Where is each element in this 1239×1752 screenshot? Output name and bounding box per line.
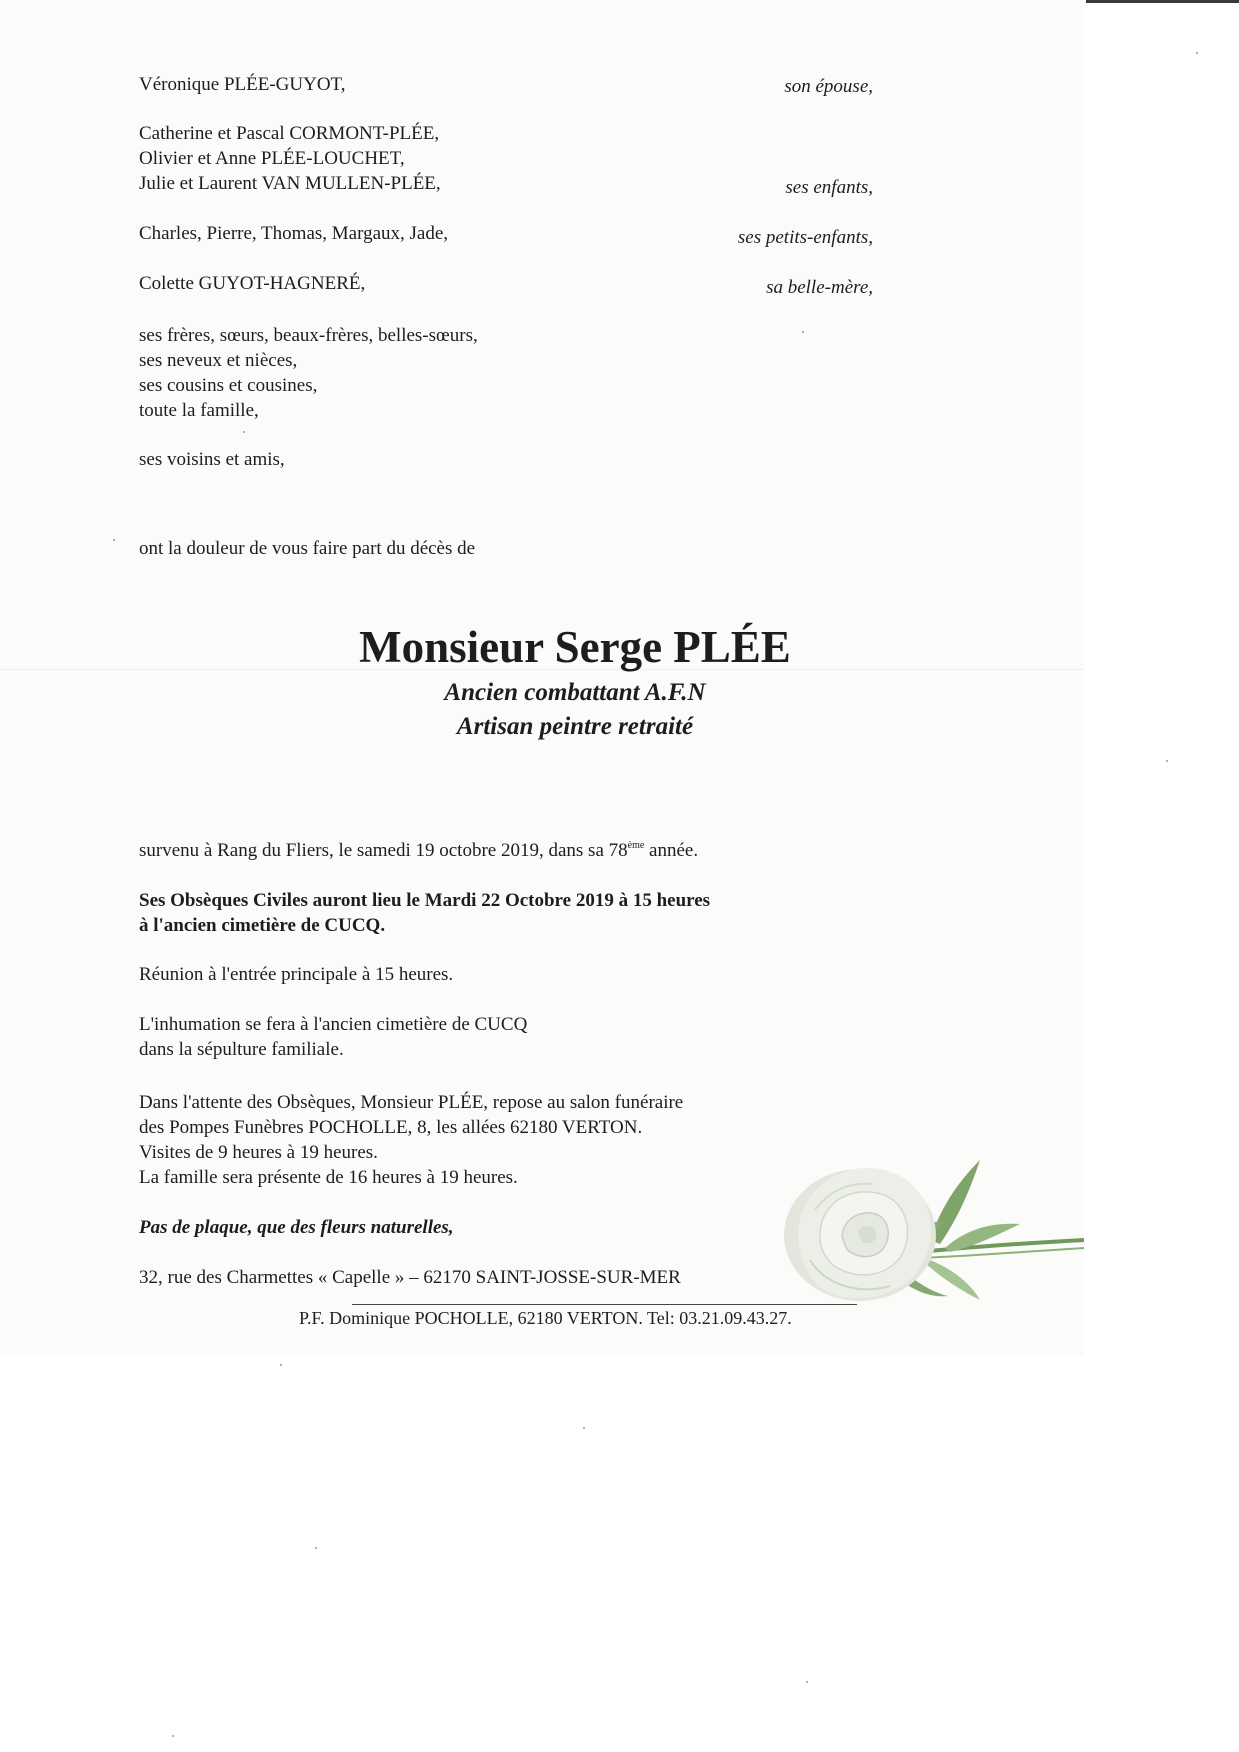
- viewing-line: Visites de 9 heures à 19 heures.: [139, 1142, 378, 1163]
- viewing-line: des Pompes Funèbres POCHOLLE, 8, les allées 62180 VERTON.: [139, 1117, 643, 1138]
- scan-speck: [1166, 760, 1168, 762]
- relatives-line: ses cousins et cousines,: [139, 375, 318, 396]
- scan-speck: [806, 1681, 808, 1683]
- viewing-line: Dans l'attente des Obsèques, Monsieur PLÉE, repose au salon funéraire: [139, 1092, 684, 1113]
- scan-speck: [315, 1547, 317, 1549]
- child-line: Olivier et Anne PLÉE-LOUCHET,: [139, 148, 405, 169]
- spouse-role: son épouse,: [784, 76, 873, 97]
- relatives-line: toute la famille,: [139, 400, 259, 421]
- white-rose-icon: [780, 1140, 1086, 1310]
- child-line: Julie et Laurent VAN MULLEN-PLÉE,: [139, 173, 441, 194]
- mother-in-law-name: Colette GUYOT-HAGNERÉ,: [139, 273, 366, 294]
- burial-line: dans la sépulture familiale.: [139, 1039, 344, 1060]
- children-role: ses enfants,: [785, 177, 873, 198]
- funeral-home-footer: P.F. Dominique POCHOLLE, 62180 VERTON. Tel: 03.21.09.43.27.: [299, 1308, 792, 1328]
- scan-speck: [172, 1735, 174, 1737]
- scan-speck: [583, 1427, 585, 1429]
- viewing-line: La famille sera présente de 16 heures à 19 heures.: [139, 1167, 518, 1188]
- scan-speck: [802, 331, 804, 333]
- scan-speck: [1196, 52, 1198, 54]
- relatives-line: ses neveux et nièces,: [139, 350, 298, 371]
- child-line: Catherine et Pascal CORMONT-PLÉE,: [139, 123, 440, 144]
- grandchildren-role: ses petits-enfants,: [737, 227, 873, 248]
- death-text-end: année.: [644, 840, 699, 861]
- death-details: [139, 838, 698, 863]
- ordinal-suffix: ème: [627, 840, 645, 851]
- funeral-line: Ses Obsèques Civiles auront lieu le Mardi 22 Octobre 2019 à 15 heures: [139, 890, 711, 911]
- neighbours-line: ses voisins et amis,: [139, 449, 285, 470]
- scan-speck: [280, 1364, 282, 1366]
- burial-line: L'inhumation se fera à l'ancien cimetière de CUCQ: [139, 1014, 528, 1035]
- scan-edge-mark: [1086, 0, 1239, 3]
- scan-speck: [113, 539, 115, 541]
- funeral-line: à l'ancien cimetière de CUCQ.: [139, 915, 386, 936]
- relatives-line: ses frères, sœurs, beaux-frères, belles-sœurs,: [139, 325, 478, 346]
- flowers-note: Pas de plaque, que des fleurs naturelles,: [139, 1217, 454, 1238]
- spouse-name: Véronique PLÉE-GUYOT,: [139, 74, 346, 95]
- deceased-title-1: Ancien combattant A.F.N: [444, 679, 706, 706]
- deceased-title-2: Artisan peintre retraité: [456, 713, 694, 740]
- announcement-line: ont la douleur de vous faire part du décès de: [139, 538, 476, 559]
- deceased-name: Monsieur Serge PLÉE: [359, 622, 791, 672]
- death-text: survenu à Rang du Fliers, le samedi 19 octobre 2019, dans sa 78: [139, 840, 628, 861]
- grandchildren-names: Charles, Pierre, Thomas, Margaux, Jade,: [139, 223, 449, 244]
- mother-in-law-role: sa belle-mère,: [766, 277, 873, 298]
- scan-speck: [243, 431, 245, 433]
- address-line: 32, rue des Charmettes « Capelle » – 62170 SAINT-JOSSE-SUR-MER: [139, 1267, 681, 1288]
- meeting-line: Réunion à l'entrée principale à 15 heures.: [139, 964, 454, 985]
